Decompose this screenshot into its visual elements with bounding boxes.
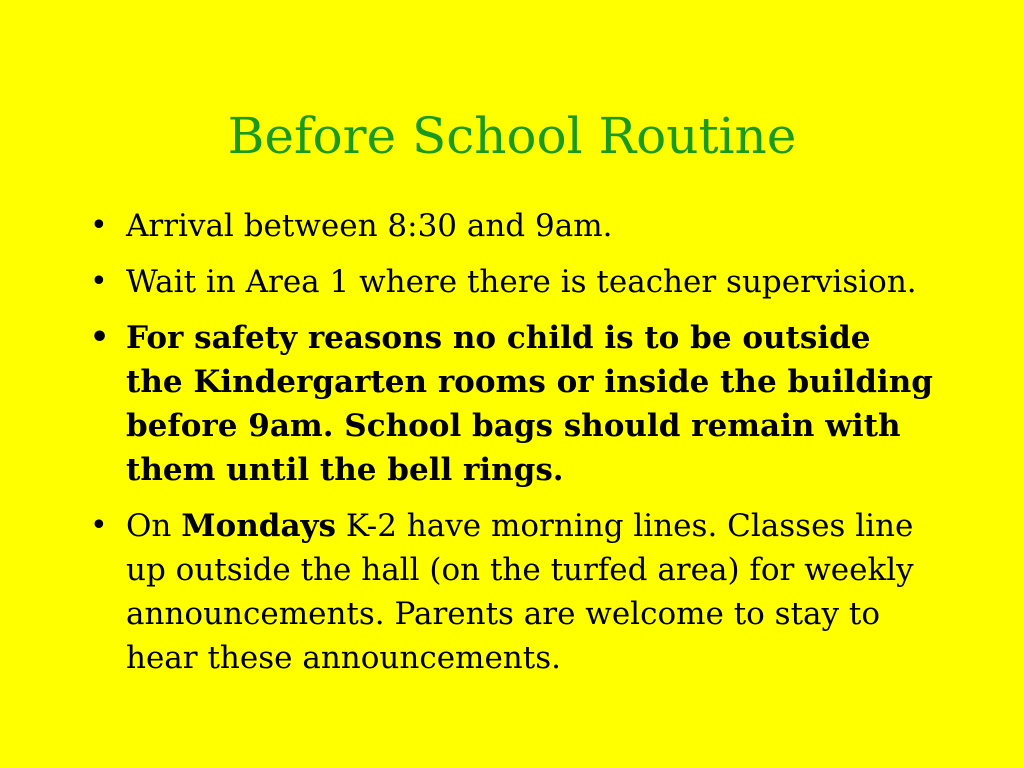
bullet-item-arrival — [86, 204, 936, 248]
bullet-text-suffix: K-2 have morning lines. Classes line up outside the hall (on the turfed area) for weekly announcements. Parents are welcome to stay to hear these announcements. — [126, 508, 914, 676]
bullet-item-wait-area — [86, 260, 936, 304]
bullet-text-bold: Mondays — [181, 508, 336, 544]
bullet-list — [86, 204, 936, 692]
bullet-text-prefix: On — [126, 508, 182, 544]
bullet-icon: • — [90, 508, 108, 543]
bullet-text: Arrival between 8:30 and 9am. — [126, 208, 613, 244]
bullet-text: For safety reasons no child is to be outside the Kindergarten rooms or inside the building before 9am. School bags should remain with them until the bell rings. — [126, 320, 933, 488]
bullet-text: Wait in Area 1 where there is teacher supervision. — [126, 264, 917, 300]
bullet-icon: • — [90, 208, 108, 243]
bullet-item-mondays — [86, 504, 936, 680]
slide-title: Before School Routine — [227, 107, 797, 165]
bullet-item-safety — [86, 316, 936, 492]
bullet-icon: • — [90, 320, 110, 355]
bullet-icon: • — [90, 264, 108, 299]
